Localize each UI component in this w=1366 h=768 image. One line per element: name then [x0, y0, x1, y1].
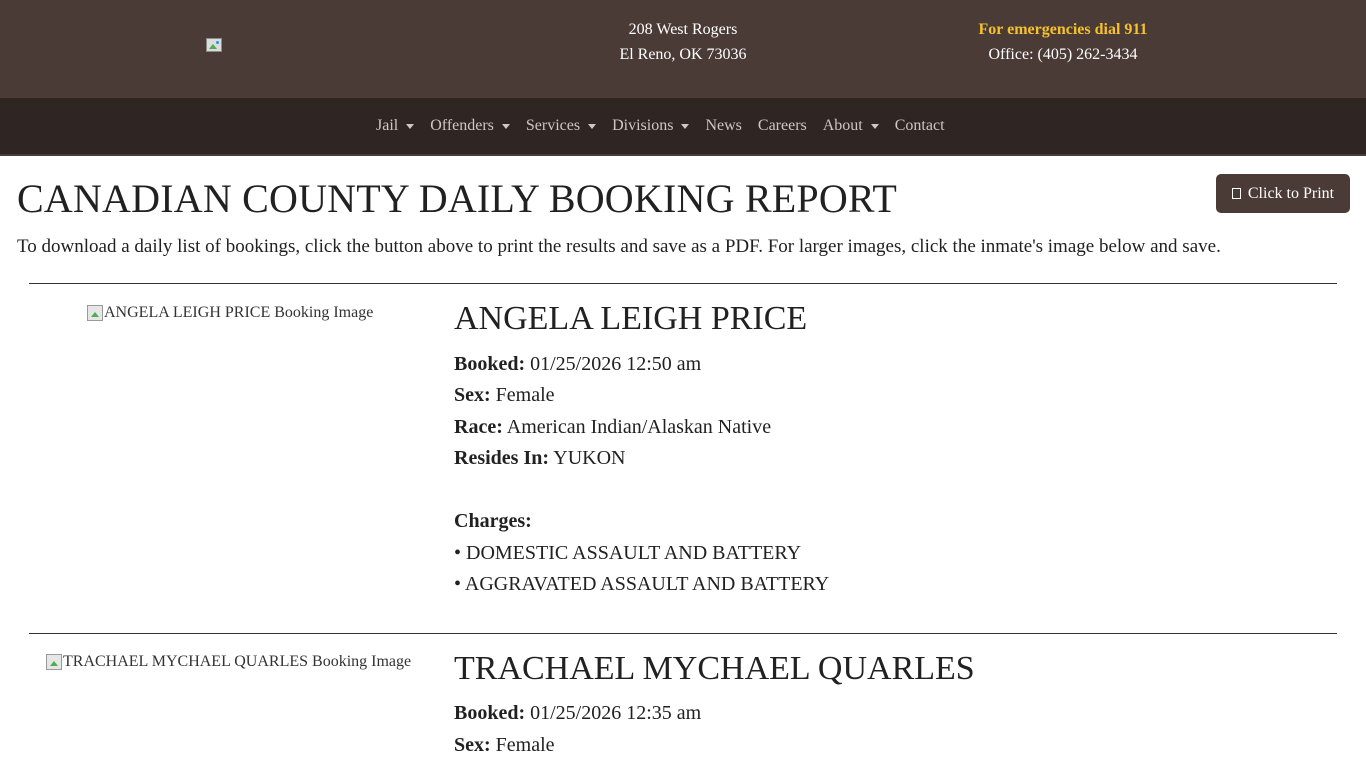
broken-image-icon	[87, 305, 103, 321]
nav-label: News	[705, 117, 742, 134]
race-value: American Indian/Alaskan Native	[506, 416, 772, 438]
emergency-notice: For emergencies dial 911	[978, 21, 1148, 38]
race-field	[454, 414, 771, 440]
inmate-name: ANGELA LEIGH PRICE	[454, 300, 808, 337]
inmate-name: TRACHAEL MYCHAEL QUARLES	[454, 650, 975, 687]
charge-item: • DOMESTIC ASSAULT AND BATTERY	[454, 542, 802, 564]
print-icon	[1232, 188, 1241, 199]
field-label: Race:	[454, 416, 503, 438]
sex-field	[454, 732, 555, 758]
caret-down-icon	[502, 124, 510, 129]
booking-image[interactable]	[46, 653, 411, 671]
print-button-label: Click to Print	[1247, 184, 1335, 202]
contact-block	[943, 17, 1183, 67]
field-label: Booked:	[454, 702, 526, 724]
booking-image[interactable]	[87, 304, 373, 322]
site-header	[0, 0, 1366, 98]
nav-item-contact[interactable]	[887, 117, 953, 135]
nav-item-divisions[interactable]	[604, 117, 697, 135]
booked-field	[454, 700, 701, 726]
field-label: Booked:	[454, 353, 526, 375]
nav-item-about[interactable]	[815, 117, 887, 135]
divider	[29, 283, 1337, 284]
resides-value: YUKON	[553, 447, 626, 469]
nav-item-news[interactable]	[697, 117, 749, 135]
charge-item: • AGGRAVATED ASSAULT AND BATTERY	[454, 573, 830, 595]
nav-label: Contact	[894, 117, 945, 134]
caret-down-icon	[871, 124, 879, 129]
caret-down-icon	[588, 124, 596, 129]
caret-down-icon	[406, 124, 414, 129]
booking-image-alt: TRACHAEL MYCHAEL QUARLES Booking Image	[63, 653, 412, 670]
field-label: Sex:	[454, 384, 491, 406]
caret-down-icon	[681, 124, 689, 129]
print-button[interactable]	[1216, 174, 1350, 213]
page-title: CANADIAN COUNTY DAILY BOOKING REPORT	[17, 176, 898, 221]
broken-image-icon	[46, 654, 62, 670]
resides-field	[454, 445, 626, 471]
nav-item-offenders[interactable]	[422, 117, 518, 135]
field-label: Resides In:	[454, 447, 550, 469]
sex-field	[454, 382, 555, 408]
booked-field	[454, 351, 701, 377]
office-phone: Office: (405) 262-3434	[988, 46, 1138, 63]
address-line-1: 208 West Rogers	[628, 21, 738, 38]
address-block	[583, 17, 783, 67]
logo-broken-image-icon[interactable]	[206, 38, 222, 52]
nav-item-jail[interactable]	[368, 117, 422, 135]
nav-label: Services	[525, 117, 581, 134]
booking-image-alt: ANGELA LEIGH PRICE Booking Image	[104, 304, 374, 321]
main-navbar	[0, 98, 1366, 156]
nav-label: Offenders	[430, 117, 494, 134]
charges-heading	[454, 508, 532, 534]
divider	[29, 633, 1337, 634]
nav-label: Jail	[376, 117, 399, 134]
address-line-2: El Reno, OK 73036	[619, 46, 747, 63]
field-label: Sex:	[454, 734, 491, 756]
booked-value: 01/25/2026 12:50 am	[530, 353, 702, 375]
nav-item-careers[interactable]	[750, 117, 815, 135]
field-label: Charges:	[454, 510, 532, 532]
instructions-text: To download a daily list of bookings, click the button above to print the results and save as a PDF. For larger images, click the inmate's image below and save.	[17, 236, 1221, 257]
nav-item-services[interactable]	[518, 117, 604, 135]
nav-label: Divisions	[612, 117, 674, 134]
nav-label: About	[822, 117, 863, 134]
sex-value: Female	[495, 384, 555, 406]
booked-value: 01/25/2026 12:35 am	[530, 702, 702, 724]
sex-value: Female	[495, 734, 555, 756]
nav-list	[368, 98, 953, 154]
nav-label: Careers	[757, 117, 807, 134]
